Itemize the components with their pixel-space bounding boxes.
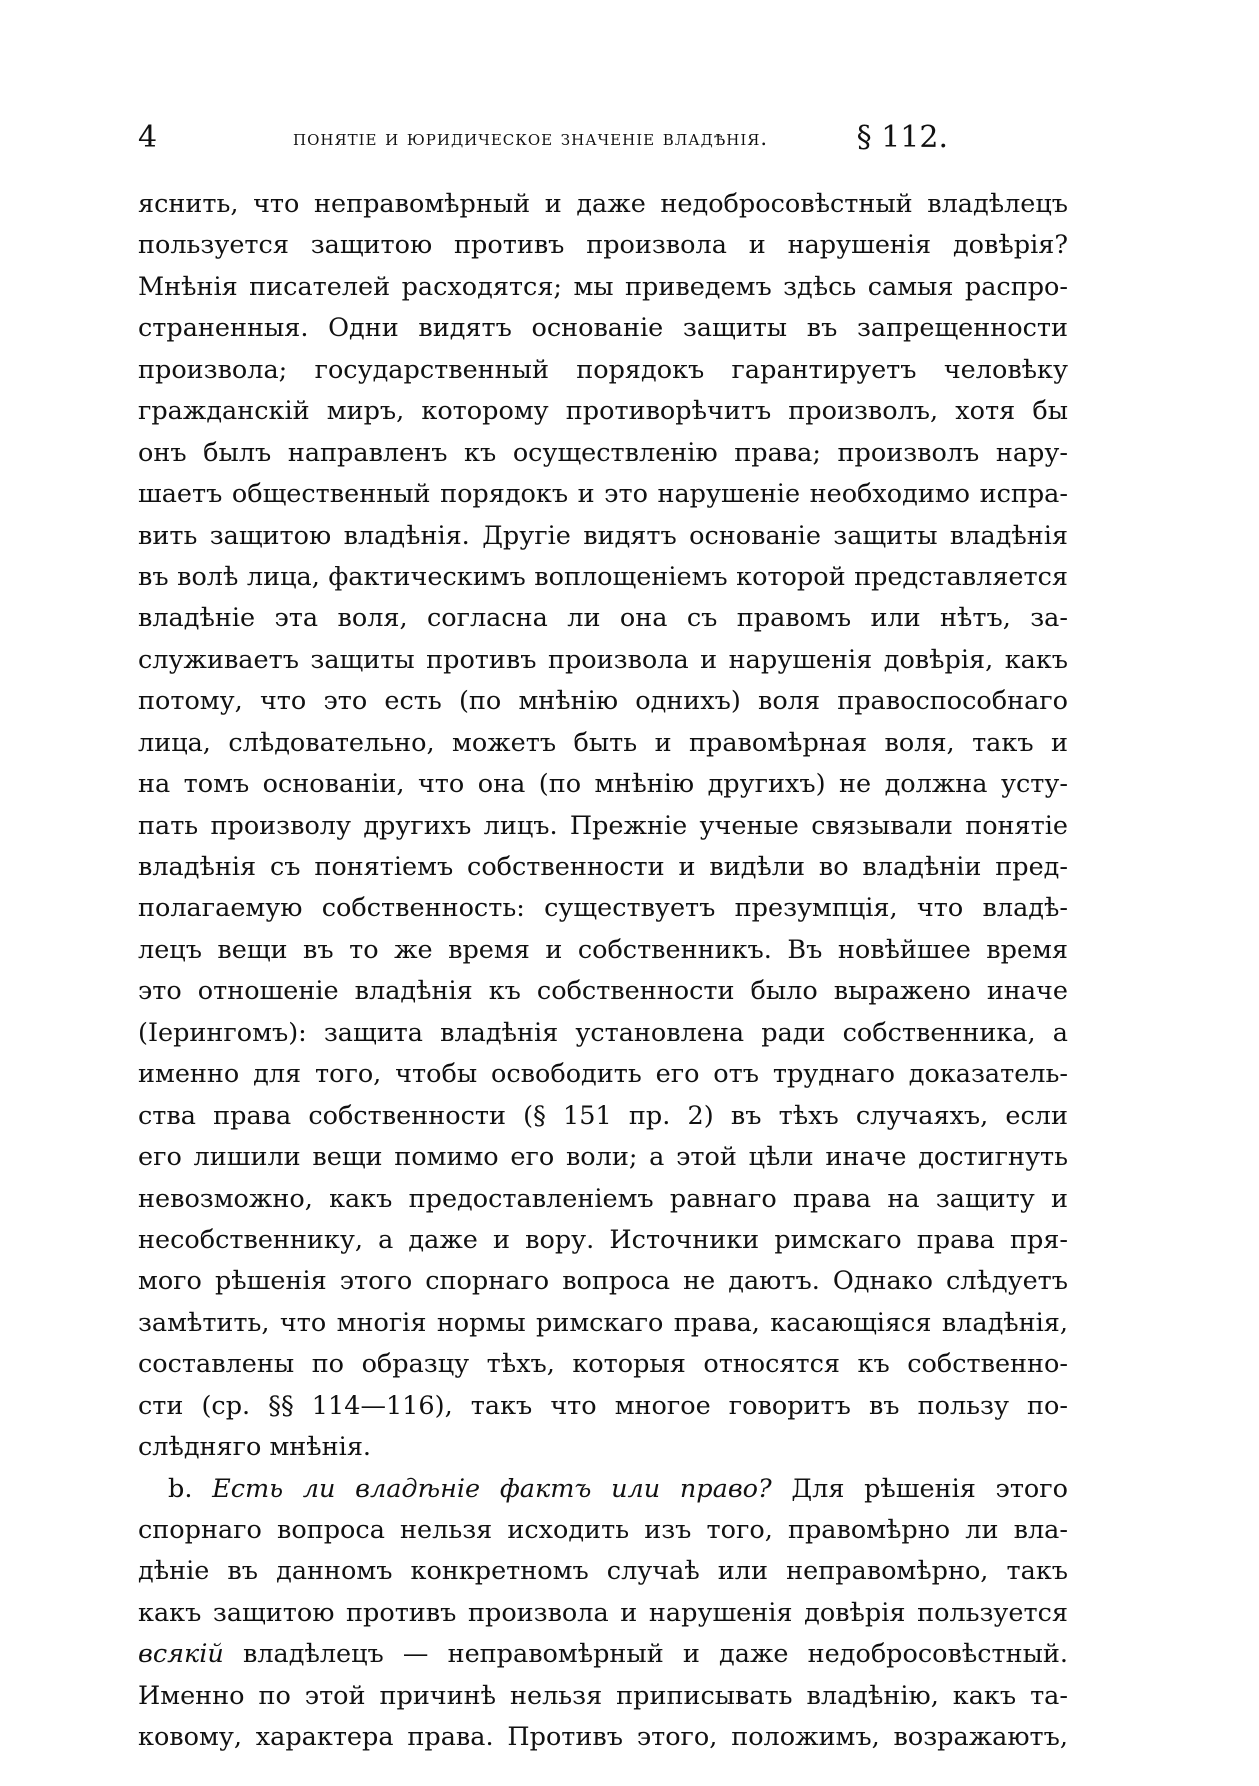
text-line: слѣдняго мнѣнiя. <box>138 1432 372 1463</box>
text-line: вить защитою владѣнiя. Другiе видятъ основанiе защиты владѣнiя <box>138 520 1068 551</box>
text-line: ства права собственности (§ 151 пр. 2) въ тѣхъ случаяхъ, если <box>138 1100 1068 1131</box>
text-fragment: Для рѣшенiя этого <box>791 1473 1068 1504</box>
text-line: владѣнiя съ понятiемъ собственности и видѣли во владѣнiи пред- <box>138 852 1068 882</box>
text-line: онъ былъ направленъ къ осуществленiю права; произволъ нару- <box>138 437 1068 468</box>
text-line: пользуется защитою противъ произвола и нарушенiя довѣрiя? <box>138 230 1068 261</box>
text-line <box>138 1634 1068 1675</box>
text-line: сти (ср. §§ 114—116), такъ что многое говоритъ въ пользу по- <box>138 1390 1068 1421</box>
page-number: 4 <box>138 120 158 155</box>
text-line: потому, что это есть (по мнѣнiю однихъ) воля правоспособнаго <box>138 686 1068 717</box>
text-line: въ волѣ лица, фактическимъ воплощенiемъ которой представляется <box>138 561 1068 592</box>
running-title: понятiе и юридическое значенiе владѣнiя. <box>293 126 769 150</box>
text-line: именно для того, чтобы освободить его отъ труднаго доказатель- <box>138 1059 1068 1090</box>
item-marker: b. <box>168 1473 193 1504</box>
text-line: несобственнику, а даже и вору. Источники римскаго права пря- <box>138 1224 1068 1255</box>
text-line: лецъ вещи въ то же время и собственникъ. Въ новѣйшее время <box>138 934 1068 965</box>
text-line: какъ защитою противъ произвола и нарушенiя довѣрiя пользуется <box>138 1597 1068 1628</box>
italic-emphasis: всякiй <box>138 1639 224 1670</box>
text-fragment: владѣлецъ — неправомѣрный и даже недобросовѣстный. <box>243 1639 1068 1670</box>
text-line: яснить, что неправомѣрный и даже недобросовѣстный владѣлецъ <box>138 189 1068 219</box>
text-line: составлены по образцу тѣхъ, которыя относятся къ собственно- <box>138 1349 1068 1380</box>
paragraph-2 <box>138 1469 1068 1759</box>
text-line: Именно по этой причинѣ нельзя приписывать владѣнiю, какъ та- <box>138 1680 1068 1711</box>
section-reference: § 112. <box>856 120 948 155</box>
text-line: невозможно, какъ предоставленiемъ равнаго права на защиту и <box>138 1183 1068 1214</box>
page-header <box>138 118 948 158</box>
text-line <box>138 1469 1068 1510</box>
text-line: это отношенiе владѣнiя къ собственности было выражено иначе <box>138 976 1068 1007</box>
text-line: служиваетъ защиты противъ произвола и нарушенiя довѣрiя, какъ <box>138 644 1068 675</box>
text-line: дѣнiе въ данномъ конкретномъ случаѣ или неправомѣрно, такъ <box>138 1556 1068 1587</box>
text-line: ковому, характера права. Противъ этого, положимъ, возражаютъ, <box>138 1722 1068 1753</box>
text-line: гражданскiй миръ, которому противорѣчитъ произволъ, хотя бы <box>138 396 1068 427</box>
text-line: пать произволу другихъ лицъ. Прежнiе ученые связывали понятiе <box>138 810 1068 841</box>
text-line: мого рѣшенiя этого спорнаго вопроса не даютъ. Однако слѣдуетъ <box>138 1266 1068 1297</box>
text-line: его лишили вещи помимо его воли; а этой цѣли иначе достигнуть <box>138 1142 1068 1173</box>
text-line: владѣнiе эта воля, согласна ли она съ правомъ или нѣтъ, за- <box>138 603 1068 634</box>
text-line: (Iерингомъ): защита владѣнiя установлена ради собственника, а <box>138 1017 1068 1048</box>
text-line: спорнаго вопроса нельзя исходить изъ того, правомѣрно ли вла- <box>138 1515 1068 1545</box>
text-line: страненныя. Одни видятъ основанiе защиты въ запрещенности <box>138 313 1068 344</box>
text-line: произвола; государственный порядокъ гарантируетъ человѣку <box>138 354 1068 385</box>
text-line: шаетъ общественный порядокъ и это нарушенiе необходимо испра- <box>138 479 1068 510</box>
text-line: лица, слѣдовательно, можетъ быть и правомѣрная воля, такъ и <box>138 727 1068 758</box>
text-line: на томъ основанiи, что она (по мнѣнiю другихъ) не должна усту- <box>138 769 1068 800</box>
paragraph-1 <box>138 184 1068 1469</box>
body-text <box>138 184 1068 1759</box>
text-line: Мнѣнiя писателей расходятся; мы приведемъ здѣсь самыя распро- <box>138 271 1068 302</box>
italic-question: Есть ли владѣнiе фактъ или право? <box>212 1473 772 1504</box>
text-line: полагаемую собственность: существуетъ презумпцiя, что владѣ- <box>138 893 1068 924</box>
text-line: замѣтить, что многiя нормы римскаго права, касающiяся владѣнiя, <box>138 1307 1068 1338</box>
